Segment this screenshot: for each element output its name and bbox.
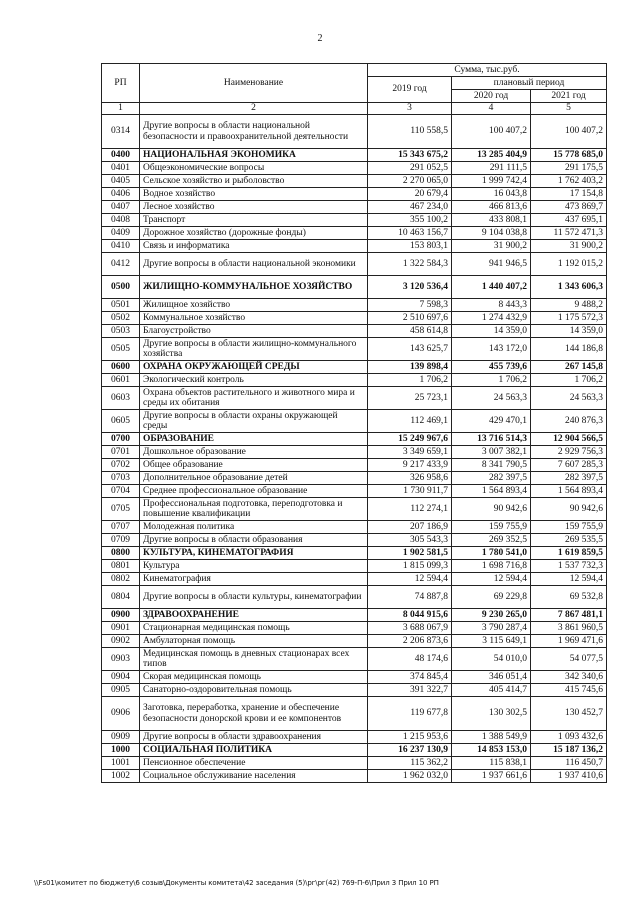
row-value-2020: 8 341 790,5 <box>452 459 531 472</box>
row-value-2019: 20 679,4 <box>368 188 452 201</box>
row-code: 0902 <box>102 635 140 648</box>
row-value-2019: 112 469,1 <box>368 410 452 433</box>
row-value-2019: 326 958,6 <box>368 472 452 485</box>
row-value-2020: 1 698 716,8 <box>452 560 531 573</box>
row-value-2020: 24 563,3 <box>452 387 531 410</box>
row-name: Другие вопросы в области жилищно-коммунального хозяйства <box>140 338 368 361</box>
row-name: Другие вопросы в области национальной экономики <box>140 253 368 276</box>
row-value-2020: 941 946,5 <box>452 253 531 276</box>
section-row <box>102 744 607 757</box>
row-code: 0401 <box>102 162 140 175</box>
row-value-2020: 1 706,2 <box>452 374 531 387</box>
row-value-2019: 1 902 581,5 <box>368 547 452 560</box>
row-name: СОЦИАЛЬНАЯ ПОЛИТИКА <box>140 744 368 757</box>
row-value-2019: 1 322 584,3 <box>368 253 452 276</box>
row-value-2019: 8 044 915,6 <box>368 609 452 622</box>
row-value-2021: 1 192 015,2 <box>531 253 607 276</box>
row-value-2021: 1 969 471,6 <box>531 635 607 648</box>
table-row <box>102 498 607 521</box>
row-value-2021: 437 695,1 <box>531 214 607 227</box>
row-value-2021: 1 564 893,4 <box>531 485 607 498</box>
row-value-2020: 1 564 893,4 <box>452 485 531 498</box>
row-value-2019: 15 249 967,6 <box>368 433 452 446</box>
row-value-2020: 3 007 382,1 <box>452 446 531 459</box>
table-row <box>102 387 607 410</box>
row-code: 0906 <box>102 697 140 731</box>
row-code: 0709 <box>102 534 140 547</box>
row-code: 0407 <box>102 201 140 214</box>
row-code: 0703 <box>102 472 140 485</box>
row-value-2020: 291 111,5 <box>452 162 531 175</box>
row-value-2021: 1 762 403,2 <box>531 175 607 188</box>
row-value-2020: 69 229,8 <box>452 586 531 609</box>
column-index: 4 <box>452 103 531 115</box>
row-value-2021: 69 532,8 <box>531 586 607 609</box>
row-name: НАЦИОНАЛЬНАЯ ЭКОНОМИКА <box>140 149 368 162</box>
table-row <box>102 757 607 770</box>
section-row <box>102 547 607 560</box>
table-row <box>102 253 607 276</box>
row-value-2021: 9 488,2 <box>531 299 607 312</box>
row-value-2021: 1 937 410,6 <box>531 770 607 783</box>
row-value-2020: 100 407,2 <box>452 115 531 149</box>
row-value-2020: 3 115 649,1 <box>452 635 531 648</box>
col-2020-header: 2020 год <box>452 90 531 103</box>
page-number: 2 <box>317 33 323 44</box>
row-value-2019: 1 815 099,3 <box>368 560 452 573</box>
row-value-2020: 429 470,1 <box>452 410 531 433</box>
row-value-2021: 116 450,7 <box>531 757 607 770</box>
row-name: Связь и информатика <box>140 240 368 253</box>
row-value-2021: 1 175 572,3 <box>531 312 607 325</box>
row-value-2020: 13 716 514,3 <box>452 433 531 446</box>
row-value-2021: 3 861 960,5 <box>531 622 607 635</box>
row-code: 0702 <box>102 459 140 472</box>
row-value-2020: 1 274 432,9 <box>452 312 531 325</box>
table-row <box>102 459 607 472</box>
row-value-2020: 13 285 404,9 <box>452 149 531 162</box>
row-code: 0905 <box>102 684 140 697</box>
row-value-2019: 112 274,1 <box>368 498 452 521</box>
section-row <box>102 361 607 374</box>
row-value-2019: 110 558,5 <box>368 115 452 149</box>
row-value-2019: 3 120 536,4 <box>368 276 452 299</box>
row-code: 0804 <box>102 586 140 609</box>
row-name: Благоустройство <box>140 325 368 338</box>
row-name: Заготовка, переработка, хранение и обеспечение безопасности донорской крови и ее компонентов <box>140 697 368 731</box>
row-value-2019: 25 723,1 <box>368 387 452 410</box>
row-value-2021: 291 175,5 <box>531 162 607 175</box>
table-row <box>102 622 607 635</box>
row-value-2019: 1 215 953,6 <box>368 731 452 744</box>
row-value-2019: 3 688 067,9 <box>368 622 452 635</box>
table-row <box>102 325 607 338</box>
row-value-2021: 1 093 432,6 <box>531 731 607 744</box>
row-name: Общеэкономические вопросы <box>140 162 368 175</box>
table-row <box>102 115 607 149</box>
row-value-2019: 458 614,8 <box>368 325 452 338</box>
row-code: 0501 <box>102 299 140 312</box>
row-value-2021: 415 745,6 <box>531 684 607 697</box>
row-value-2020: 433 808,1 <box>452 214 531 227</box>
section-row <box>102 149 607 162</box>
row-value-2021: 11 572 471,3 <box>531 227 607 240</box>
row-value-2021: 12 594,4 <box>531 573 607 586</box>
row-value-2021: 144 186,8 <box>531 338 607 361</box>
row-name: Скорая медицинская помощь <box>140 671 368 684</box>
row-value-2021: 1 343 606,3 <box>531 276 607 299</box>
row-value-2019: 74 887,8 <box>368 586 452 609</box>
table-row <box>102 770 607 783</box>
row-value-2020: 346 051,4 <box>452 671 531 684</box>
row-value-2021: 342 340,6 <box>531 671 607 684</box>
row-value-2019: 2 206 873,6 <box>368 635 452 648</box>
row-code: 0802 <box>102 573 140 586</box>
table-row <box>102 534 607 547</box>
row-value-2019: 16 237 130,9 <box>368 744 452 757</box>
row-name: Другие вопросы в области образования <box>140 534 368 547</box>
row-code: 0502 <box>102 312 140 325</box>
row-value-2020: 466 813,6 <box>452 201 531 214</box>
table-row <box>102 338 607 361</box>
row-value-2019: 2 270 065,0 <box>368 175 452 188</box>
row-code: 0500 <box>102 276 140 299</box>
col-planned-header: плановый период <box>452 77 607 90</box>
budget-table <box>101 63 607 783</box>
row-code: 0408 <box>102 214 140 227</box>
col-2021-header: 2021 год <box>531 90 607 103</box>
row-code: 0406 <box>102 188 140 201</box>
row-value-2019: 15 343 675,2 <box>368 149 452 162</box>
row-value-2021: 15 778 685,0 <box>531 149 607 162</box>
row-value-2020: 1 999 742,4 <box>452 175 531 188</box>
row-name: ОХРАНА ОКРУЖАЮЩЕЙ СРЕДЫ <box>140 361 368 374</box>
row-value-2021: 1 706,2 <box>531 374 607 387</box>
row-value-2020: 143 172,0 <box>452 338 531 361</box>
row-value-2021: 1 537 732,3 <box>531 560 607 573</box>
row-name: Дорожное хозяйство (дорожные фонды) <box>140 227 368 240</box>
row-value-2019: 355 100,2 <box>368 214 452 227</box>
row-value-2020: 455 739,6 <box>452 361 531 374</box>
row-code: 0503 <box>102 325 140 338</box>
row-name: Пенсионное обеспечение <box>140 757 368 770</box>
row-value-2019: 12 594,4 <box>368 573 452 586</box>
table-row <box>102 374 607 387</box>
row-value-2019: 2 510 697,6 <box>368 312 452 325</box>
row-value-2021: 31 900,2 <box>531 240 607 253</box>
table-row <box>102 214 607 227</box>
row-name: Транспорт <box>140 214 368 227</box>
row-code: 1000 <box>102 744 140 757</box>
row-value-2021: 159 755,9 <box>531 521 607 534</box>
row-value-2019: 153 803,1 <box>368 240 452 253</box>
section-row <box>102 433 607 446</box>
row-code: 0801 <box>102 560 140 573</box>
row-value-2020: 405 414,7 <box>452 684 531 697</box>
table-row <box>102 312 607 325</box>
row-code: 0405 <box>102 175 140 188</box>
row-value-2021: 15 187 136,2 <box>531 744 607 757</box>
row-code: 0505 <box>102 338 140 361</box>
row-value-2020: 130 302,5 <box>452 697 531 731</box>
row-value-2019: 467 234,0 <box>368 201 452 214</box>
file-path-footer: \\Fs01\комитет по бюджету\6 созыв\Документы комитета\42 заседания (5)\рг\рг(42) 769-П-6\Прил 3 Прил 10 РП <box>34 879 439 887</box>
row-code: 1002 <box>102 770 140 783</box>
row-value-2019: 291 052,5 <box>368 162 452 175</box>
col-sum-header: Сумма, тыс.руб. <box>368 64 607 77</box>
table-row <box>102 635 607 648</box>
row-code: 0700 <box>102 433 140 446</box>
row-name: Охрана объектов растительного и животного мира и среды их обитания <box>140 387 368 410</box>
row-value-2019: 10 463 156,7 <box>368 227 452 240</box>
row-code: 0903 <box>102 648 140 671</box>
row-value-2021: 2 929 756,3 <box>531 446 607 459</box>
row-value-2019: 119 677,8 <box>368 697 452 731</box>
row-value-2021: 7 867 481,1 <box>531 609 607 622</box>
row-value-2019: 115 362,2 <box>368 757 452 770</box>
row-name: Культура <box>140 560 368 573</box>
row-name: Другие вопросы в области здравоохранения <box>140 731 368 744</box>
row-code: 0707 <box>102 521 140 534</box>
row-value-2020: 159 755,9 <box>452 521 531 534</box>
row-name: ЗДРАВООХРАНЕНИЕ <box>140 609 368 622</box>
row-code: 0900 <box>102 609 140 622</box>
row-code: 0704 <box>102 485 140 498</box>
row-value-2020: 8 443,3 <box>452 299 531 312</box>
row-name: Санаторно-оздоровительная помощь <box>140 684 368 697</box>
row-name: Профессиональная подготовка, переподготовка и повышение квалификации <box>140 498 368 521</box>
row-value-2021: 14 359,0 <box>531 325 607 338</box>
row-name: Водное хозяйство <box>140 188 368 201</box>
table-row <box>102 162 607 175</box>
row-code: 0701 <box>102 446 140 459</box>
row-value-2020: 1 780 541,0 <box>452 547 531 560</box>
row-value-2019: 3 349 659,1 <box>368 446 452 459</box>
row-code: 0600 <box>102 361 140 374</box>
table-row <box>102 560 607 573</box>
column-index-row <box>102 103 607 115</box>
table-row <box>102 697 607 731</box>
row-code: 1001 <box>102 757 140 770</box>
table-row <box>102 227 607 240</box>
row-name: Экологический контроль <box>140 374 368 387</box>
row-value-2020: 1 937 661,6 <box>452 770 531 783</box>
row-name: Жилищное хозяйство <box>140 299 368 312</box>
table-row <box>102 648 607 671</box>
row-code: 0603 <box>102 387 140 410</box>
table-row <box>102 684 607 697</box>
row-value-2020: 282 397,5 <box>452 472 531 485</box>
row-code: 0314 <box>102 115 140 149</box>
row-name: Другие вопросы в области национальной безопасности и правоохранительной деятельности <box>140 115 368 149</box>
row-name: Медицинская помощь в дневных стационарах всех типов <box>140 648 368 671</box>
row-value-2020: 31 900,2 <box>452 240 531 253</box>
row-value-2021: 473 869,7 <box>531 201 607 214</box>
table-row <box>102 175 607 188</box>
section-row <box>102 276 607 299</box>
row-value-2020: 14 853 153,0 <box>452 744 531 757</box>
row-code: 0409 <box>102 227 140 240</box>
table-row <box>102 410 607 433</box>
row-name: КУЛЬТУРА, КИНЕМАТОГРАФИЯ <box>140 547 368 560</box>
row-value-2020: 54 010,0 <box>452 648 531 671</box>
row-name: Кинематография <box>140 573 368 586</box>
row-value-2020: 115 838,1 <box>452 757 531 770</box>
row-value-2020: 14 359,0 <box>452 325 531 338</box>
row-code: 0901 <box>102 622 140 635</box>
column-index: 5 <box>531 103 607 115</box>
row-code: 0705 <box>102 498 140 521</box>
row-value-2020: 9 104 038,8 <box>452 227 531 240</box>
row-code: 0909 <box>102 731 140 744</box>
table-row <box>102 299 607 312</box>
row-code: 0605 <box>102 410 140 433</box>
row-value-2019: 48 174,6 <box>368 648 452 671</box>
table-row <box>102 586 607 609</box>
row-value-2021: 282 397,5 <box>531 472 607 485</box>
column-index: 2 <box>140 103 368 115</box>
row-name: Дополнительное образование детей <box>140 472 368 485</box>
row-value-2019: 139 898,4 <box>368 361 452 374</box>
row-value-2020: 90 942,6 <box>452 498 531 521</box>
row-name: Молодежная политика <box>140 521 368 534</box>
table-row <box>102 485 607 498</box>
row-name: Амбулаторная помощь <box>140 635 368 648</box>
row-value-2019: 305 543,3 <box>368 534 452 547</box>
row-value-2021: 24 563,3 <box>531 387 607 410</box>
table-row <box>102 671 607 684</box>
row-name: Коммунальное хозяйство <box>140 312 368 325</box>
row-value-2021: 17 154,8 <box>531 188 607 201</box>
row-value-2020: 269 352,5 <box>452 534 531 547</box>
row-value-2020: 1 388 549,9 <box>452 731 531 744</box>
row-name: Лесное хозяйство <box>140 201 368 214</box>
table-row <box>102 472 607 485</box>
row-code: 0400 <box>102 149 140 162</box>
row-name: Дошкольное образование <box>140 446 368 459</box>
row-value-2020: 1 440 407,2 <box>452 276 531 299</box>
row-value-2021: 130 452,7 <box>531 697 607 731</box>
row-name: Социальное обслуживание населения <box>140 770 368 783</box>
row-value-2019: 1 730 911,7 <box>368 485 452 498</box>
table-row <box>102 573 607 586</box>
row-code: 0904 <box>102 671 140 684</box>
row-value-2020: 16 043,8 <box>452 188 531 201</box>
row-value-2021: 240 876,3 <box>531 410 607 433</box>
row-value-2019: 143 625,7 <box>368 338 452 361</box>
row-name: Среднее профессиональное образование <box>140 485 368 498</box>
row-value-2020: 12 594,4 <box>452 573 531 586</box>
row-name: Другие вопросы в области охраны окружающей среды <box>140 410 368 433</box>
table-row <box>102 731 607 744</box>
section-row <box>102 609 607 622</box>
row-value-2021: 90 942,6 <box>531 498 607 521</box>
row-name: ЖИЛИЩНО-КОММУНАЛЬНОЕ ХОЗЯЙСТВО <box>140 276 368 299</box>
row-name: Общее образование <box>140 459 368 472</box>
row-code: 0412 <box>102 253 140 276</box>
col-rp-header: РП <box>102 64 140 103</box>
column-index: 1 <box>102 103 140 115</box>
row-code: 0601 <box>102 374 140 387</box>
row-code: 0800 <box>102 547 140 560</box>
row-name: Сельское хозяйство и рыболовство <box>140 175 368 188</box>
row-value-2020: 9 230 265,0 <box>452 609 531 622</box>
row-value-2021: 100 407,2 <box>531 115 607 149</box>
row-value-2020: 3 790 287,4 <box>452 622 531 635</box>
row-value-2021: 7 607 285,3 <box>531 459 607 472</box>
row-name: ОБРАЗОВАНИЕ <box>140 433 368 446</box>
row-name: Другие вопросы в области культуры, кинематографии <box>140 586 368 609</box>
row-value-2021: 267 145,8 <box>531 361 607 374</box>
row-value-2019: 1 706,2 <box>368 374 452 387</box>
table-row <box>102 521 607 534</box>
row-value-2019: 207 186,9 <box>368 521 452 534</box>
table-row <box>102 446 607 459</box>
row-value-2021: 1 619 859,5 <box>531 547 607 560</box>
column-index: 3 <box>368 103 452 115</box>
row-value-2019: 7 598,3 <box>368 299 452 312</box>
col-2019-header: 2019 год <box>368 77 452 103</box>
row-value-2019: 374 845,4 <box>368 671 452 684</box>
row-name: Стационарная медицинская помощь <box>140 622 368 635</box>
row-value-2019: 1 962 032,0 <box>368 770 452 783</box>
table-row <box>102 201 607 214</box>
row-value-2021: 54 077,5 <box>531 648 607 671</box>
row-value-2021: 12 904 566,5 <box>531 433 607 446</box>
row-value-2021: 269 535,5 <box>531 534 607 547</box>
row-value-2019: 9 217 433,9 <box>368 459 452 472</box>
table-row <box>102 188 607 201</box>
table-row <box>102 240 607 253</box>
row-code: 0410 <box>102 240 140 253</box>
col-name-header: Наименование <box>140 64 368 103</box>
row-value-2019: 391 322,7 <box>368 684 452 697</box>
